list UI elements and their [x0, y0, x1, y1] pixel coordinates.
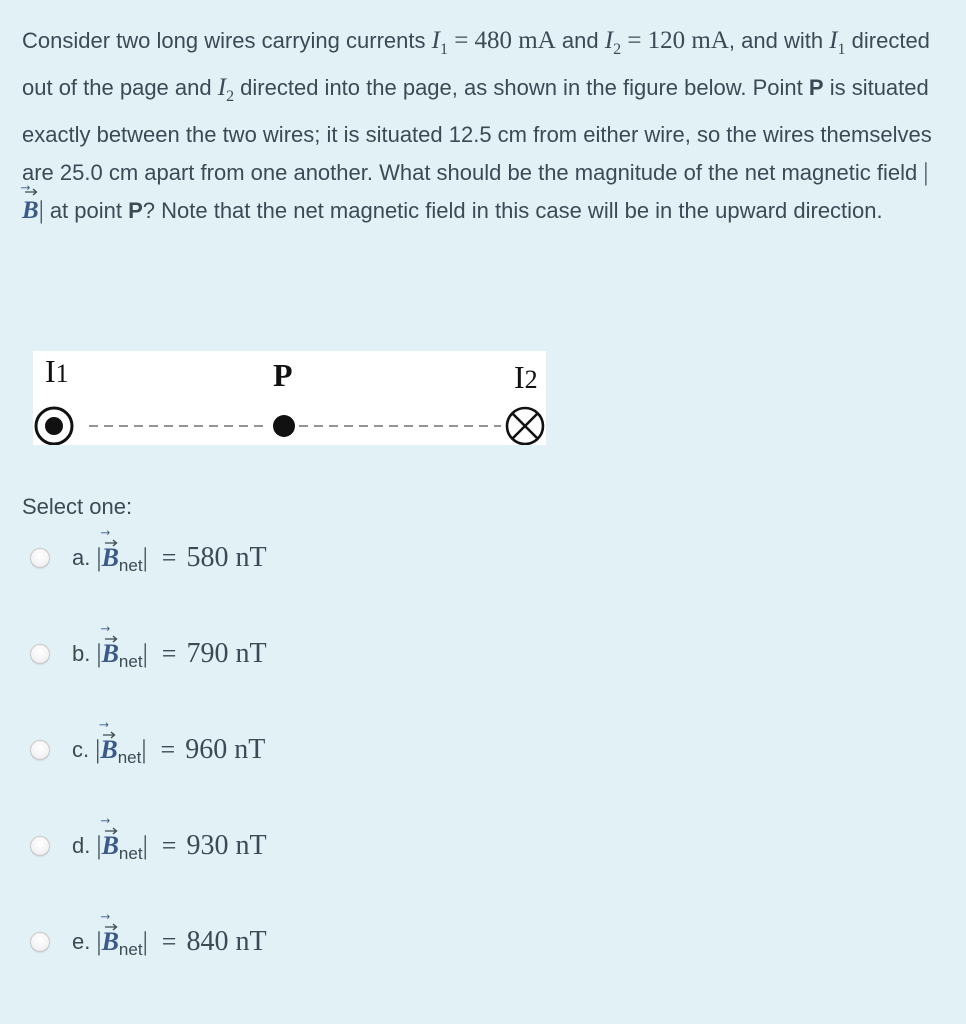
- option-letter: a.: [72, 545, 91, 570]
- wire-into-page-icon: [507, 408, 543, 444]
- question-text-part: directed into the page, as shown in the figure below. Point: [234, 75, 809, 100]
- option-letter: d.: [72, 833, 91, 858]
- radio-button-e[interactable]: [30, 932, 50, 952]
- question-text: [22, 22, 937, 230]
- option-letter: b.: [72, 641, 91, 666]
- select-one-label: Select one:: [22, 494, 133, 519]
- question-text-part: ? Note that the net magnetic field in this case will be in the upward direction.: [142, 198, 883, 223]
- question-text-part: directed out of the page and: [22, 28, 930, 100]
- option-value: 790 nT: [186, 638, 267, 669]
- option-a[interactable]: a. | ⃗ B net | = 580 nT: [30, 538, 267, 578]
- option-value: 930 nT: [186, 830, 267, 861]
- option-value: 580 nT: [186, 542, 267, 573]
- figure-label-p: P: [273, 357, 293, 393]
- question-text-part: is situated exactly between the two wires; it is situated 12.5 cm from either wire, so the wires themselves are 25.0 cm apart from one another. What should be the magnitude of the net magnetic field: [22, 75, 932, 185]
- option-value: 840 nT: [186, 926, 267, 957]
- field-magnitude-symbol: |⃗ B |: [22, 159, 928, 224]
- current-i2-symbol: $I_2$: [217, 74, 235, 105]
- question-text-part: at point: [43, 198, 129, 223]
- option-b[interactable]: b. | ⃗ B net | = 790 nT: [30, 634, 267, 674]
- question-text-part: , and with: [728, 28, 830, 53]
- current-i2-expression: $I_2 = 120$ mA: [604, 27, 729, 58]
- question-text-part: and: [555, 28, 605, 53]
- point-p-label: P: [808, 75, 824, 100]
- option-e[interactable]: e. | ⃗ B net | = 840 nT: [30, 922, 267, 962]
- radio-button-b[interactable]: [30, 644, 50, 664]
- wire-out-of-page-icon: [36, 408, 72, 444]
- wires-figure: [33, 351, 546, 445]
- point-p-label: P: [128, 198, 143, 223]
- current-i1-expression: $I_1 = 480$ mA: [431, 27, 556, 58]
- radio-button-a[interactable]: [30, 548, 50, 568]
- point-p-dot: [273, 415, 295, 437]
- figure-label-i2: I2: [514, 359, 538, 395]
- option-d[interactable]: d. | ⃗ B net | = 930 nT: [30, 826, 267, 866]
- current-i1-symbol: $I_1$: [829, 27, 846, 58]
- figure-label-i1: I1: [45, 353, 69, 389]
- option-letter: e.: [72, 929, 91, 954]
- radio-button-d[interactable]: [30, 836, 50, 856]
- option-value: 960 nT: [185, 734, 266, 765]
- question-text-part: Consider two long wires carrying currents: [22, 28, 432, 53]
- radio-button-c[interactable]: [30, 740, 50, 760]
- option-letter: c.: [72, 737, 90, 762]
- option-c[interactable]: c. | ⃗ B net | = 960 nT: [30, 730, 265, 770]
